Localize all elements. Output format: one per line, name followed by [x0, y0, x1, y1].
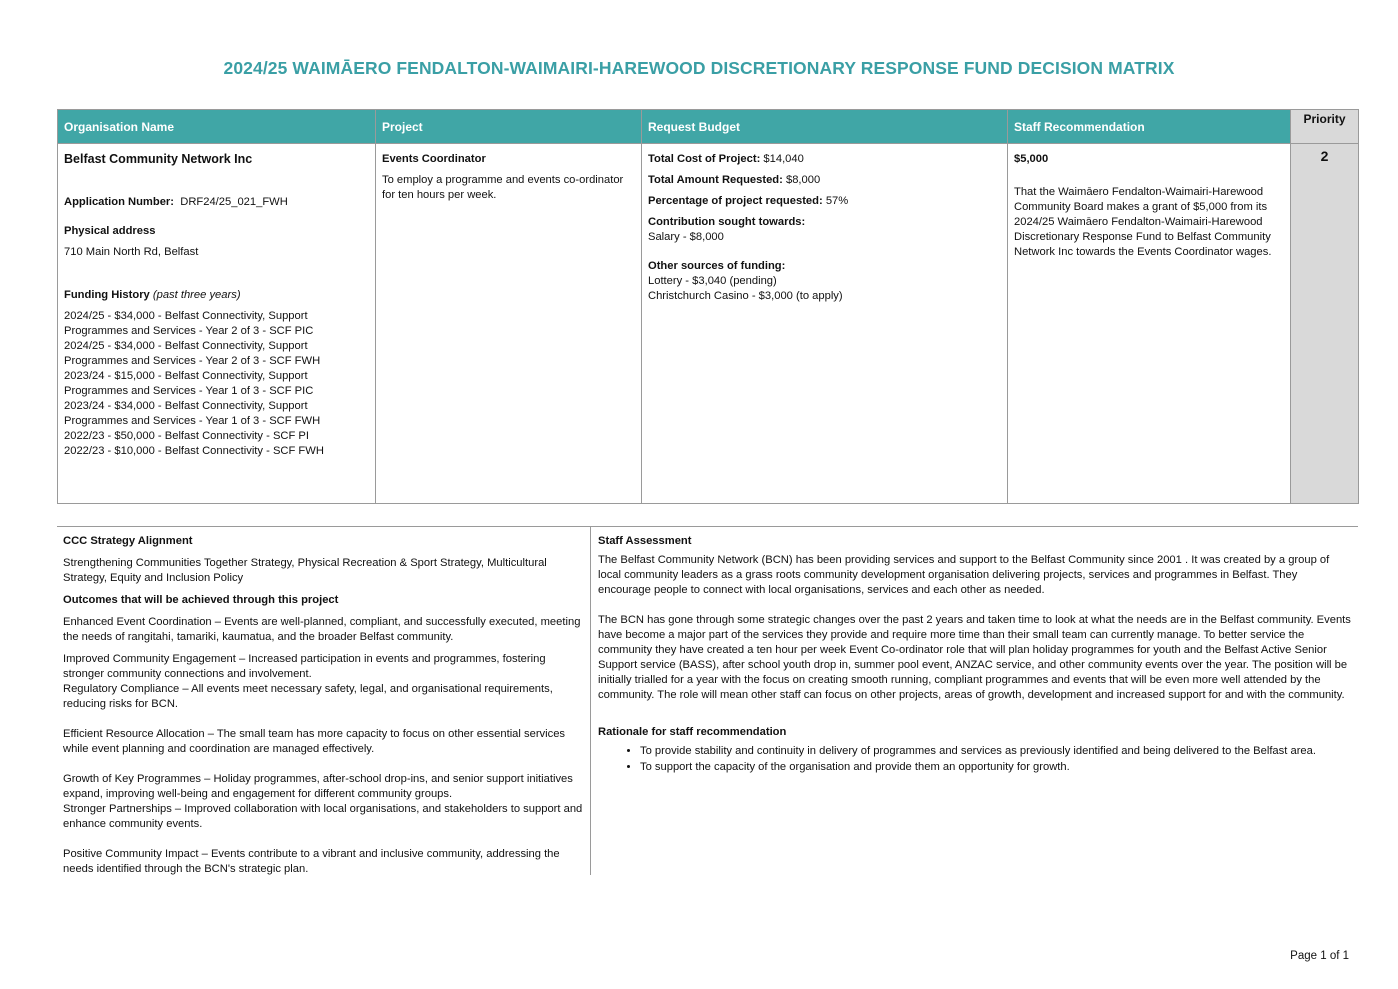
funding-history-line: 2022/23 - $50,000 - Belfast Connectivity - SCF PI — [64, 430, 310, 442]
funding-history-line: 2023/24 - $34,000 - Belfast Connectivity, Support — [64, 400, 308, 412]
funding-history-line: 2022/23 - $10,000 - Belfast Connectivity - SCF FWH — [64, 445, 324, 457]
strategy-list: Strengthening Communities Together Strategy, Physical Recreation & Sport Strategy, Multicultural Strategy, Equity and Inclusion Policy — [63, 557, 547, 584]
total-requested-label: Total Amount Requested: — [648, 174, 783, 186]
funding-history-note: (past three years) — [152, 289, 241, 301]
funding-history-line: 2024/25 - $34,000 - Belfast Connectivity, Support — [64, 340, 308, 352]
other-funding-item: Christchurch Casino - $3,000 (to apply) — [648, 290, 843, 302]
header-project: Project — [376, 110, 642, 144]
application-number-value: DRF24/25_021_FWH — [180, 196, 288, 208]
percentage-label: Percentage of project requested: — [648, 195, 823, 207]
application-number — [64, 195, 369, 210]
total-cost — [648, 152, 1001, 167]
rationale-item: • To provide stability and continuity in delivery of programmes and services as previously identified and being delivered to the Belfast area. — [640, 744, 1352, 759]
contribution-label: Contribution sought towards: — [648, 216, 806, 228]
budget-cell — [642, 144, 1008, 504]
outcome-item: Improved Community Engagement – Increased participation in events and programmes, fostering stronger community connections and involvement. — [63, 653, 546, 680]
assessment-section — [57, 526, 1358, 877]
assessment-paragraph: The Belfast Community Network (BCN) has been providing services and support to the Belfast Community since 2001 . It was created by a group of local community leaders as a grass roots community development organisation delivering projects, services and programmes in Belfast. They encourage people to connect with local organisations, services and each other as needed. — [598, 554, 1330, 596]
project-cell — [376, 144, 642, 504]
total-requested — [648, 173, 1001, 188]
total-cost-label: Total Cost of Project: — [648, 153, 761, 165]
header-request-budget: Request Budget — [642, 110, 1008, 144]
staff-assessment-panel — [592, 527, 1358, 783]
funding-history-list — [64, 309, 369, 459]
outcome-item: Enhanced Event Coordination – Events are well-planned, compliant, and successfully executed, meeting the needs of rangitahi, tamariki, kaumatua, and the broader Belfast community. — [63, 616, 581, 643]
percentage-value: 57% — [825, 195, 849, 207]
project-description: To employ a programme and events co-ordinator for ten hours per week. — [382, 174, 624, 201]
outcome-item: Stronger Partnerships – Improved collaboration with local organisations, and stakeholders to support and enhance community events. — [63, 803, 583, 830]
funding-history-line: Programmes and Services - Year 2 of 3 - SCF FWH — [64, 355, 321, 367]
application-number-label: Application Number: — [64, 196, 175, 208]
organisation-name: Belfast Community Network Inc — [64, 152, 253, 166]
recommended-amount: $5,000 — [1014, 153, 1049, 165]
assessment-paragraph: The BCN has gone through some strategic changes over the past 2 years and taken time to look at what the needs are in the Belfast community. Events have become a major part of the services they provide and require more time than their small team can currently manage. To better service the community they have created a ten hour per week Event Co-ordinator role that will plan holiday programmes for youth and the Belfast Active Senior Support service (BASS), after school youth drop in, summer pool event, ANZAC service, and other community events over the year. The position will be initially trialled for a year with the focus on creating smooth running, compliant programmes and events that will be even more well attended by the community. The role will mean other staff can focus on other projects, areas of growth, development and increased support for and with the community. — [598, 614, 1351, 701]
funding-history-line: Programmes and Services - Year 1 of 3 - SCF FWH — [64, 415, 321, 427]
total-cost-value: $14,040 — [763, 153, 804, 165]
outcome-item: Positive Community Impact – Events contribute to a vibrant and inclusive community, addressing the needs identified through the BCN's strategic plan. — [63, 848, 560, 875]
funding-history-line: 2024/25 - $34,000 - Belfast Connectivity, Support — [64, 310, 308, 322]
funding-history-line: Programmes and Services - Year 1 of 3 - SCF PIC — [64, 385, 314, 397]
physical-address-value: 710 Main North Rd, Belfast — [64, 246, 199, 258]
strategy-alignment-heading: CCC Strategy Alignment — [63, 535, 193, 547]
physical-address-label: Physical address — [64, 225, 156, 237]
page-number: Page 1 of 1 — [1290, 950, 1349, 962]
funding-history-line: 2023/24 - $15,000 - Belfast Connectivity, Support — [64, 370, 308, 382]
strategy-alignment-panel — [57, 527, 591, 875]
recommendation-text: That the Waimāero Fendalton-Waimairi-Harewood Community Board makes a grant of $5,000 from its 2024/25 Waimāero Fendalton-Waimairi-Harewood Discretionary Response Fund to Belfast Community Network Inc towards the Events Coordinator wages. — [1014, 186, 1272, 258]
decision-matrix-table — [57, 109, 1359, 504]
funding-history-label: Funding History — [64, 289, 150, 301]
funding-history-heading — [64, 288, 369, 303]
header-organisation-name: Organisation Name — [58, 110, 376, 144]
project-name: Events Coordinator — [382, 153, 486, 165]
other-funding-label: Other sources of funding: — [648, 260, 786, 272]
rationale-list — [598, 744, 1352, 775]
outcome-item: Growth of Key Programmes – Holiday programmes, after-school drop-ins, and senior support initiatives expand, improving well-being and engagement for different community groups. — [63, 773, 573, 800]
outcome-item: Efficient Resource Allocation – The small team has more capacity to focus on other essential services while event planning and coordination are managed effectively. — [63, 728, 566, 755]
percentage-requested — [648, 194, 1001, 209]
outcomes-heading: Outcomes that will be achieved through this project — [63, 594, 339, 606]
table-header-row — [58, 110, 1359, 144]
contribution-value: Salary - $8,000 — [648, 231, 724, 243]
organisation-cell — [58, 144, 376, 504]
staff-assessment-heading: Staff Assessment — [598, 535, 692, 547]
table-row — [58, 144, 1359, 504]
funding-history-line: Programmes and Services - Year 2 of 3 - SCF PIC — [64, 325, 314, 337]
total-requested-value: $8,000 — [785, 174, 821, 186]
rationale-item: • To support the capacity of the organisation and provide them an opportunity for growth. — [640, 760, 1352, 775]
outcome-item: Regulatory Compliance – All events meet necessary safety, legal, and organisational requirements, reducing risks for BCN. — [63, 683, 553, 710]
staff-recommendation-cell — [1008, 144, 1291, 504]
rationale-heading: Rationale for staff recommendation — [598, 726, 787, 738]
priority-value: 2 — [1291, 144, 1359, 504]
header-staff-recommendation: Staff Recommendation — [1008, 110, 1291, 144]
other-funding-item: Lottery - $3,040 (pending) — [648, 275, 777, 287]
page-title: 2024/25 WAIMĀERO FENDALTON-WAIMAIRI-HAREWOOD DISCRETIONARY RESPONSE FUND DECISION MATRIX — [223, 58, 1175, 78]
header-priority: Priority — [1291, 110, 1359, 144]
